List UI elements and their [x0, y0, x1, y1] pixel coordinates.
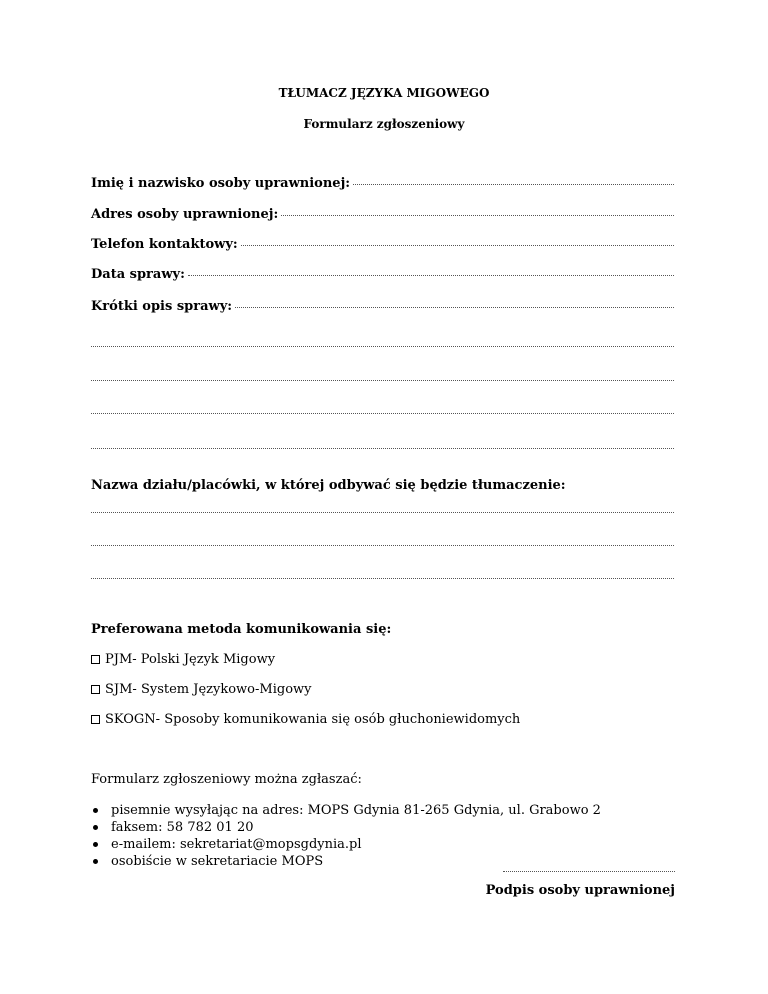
submission-item-in-person: osobiście w sekretariacie MOPS	[111, 854, 324, 869]
description-line-2[interactable]	[91, 380, 674, 381]
bullet-icon	[93, 842, 98, 847]
address-field-line[interactable]	[281, 215, 674, 216]
list-item	[91, 836, 601, 853]
date-field[interactable]	[91, 267, 674, 282]
submission-item-email: e-mailem: sekretariat@mopsgdynia.pl	[111, 837, 362, 852]
location-heading: Nazwa działu/placówki, w której odbywać się będzie tłumaczenie:	[91, 478, 566, 493]
date-field-line[interactable]	[188, 275, 674, 276]
option-pjm-label: PJM- Polski Język Migowy	[105, 652, 276, 667]
option-pjm[interactable]	[91, 652, 275, 667]
name-field-label: Imię i nazwisko osoby uprawnionej:	[91, 176, 351, 191]
description-field-label: Krótki opis sprawy:	[91, 299, 233, 314]
list-item	[91, 853, 601, 870]
location-line-3[interactable]	[91, 578, 674, 579]
submission-intro: Formularz zgłoszeniowy można zgłaszać:	[91, 772, 362, 787]
phone-field[interactable]	[91, 237, 674, 252]
option-sjm[interactable]	[91, 682, 312, 697]
phone-field-line[interactable]	[241, 245, 674, 246]
checkbox-icon[interactable]	[91, 685, 100, 694]
name-field[interactable]	[91, 176, 674, 191]
address-field-label: Adres osoby uprawnionej:	[91, 207, 279, 222]
list-item	[91, 819, 601, 836]
address-field[interactable]	[91, 207, 674, 222]
submission-list	[91, 802, 601, 870]
list-item	[91, 802, 601, 819]
name-field-line[interactable]	[353, 184, 674, 185]
document-subtitle: Formularz zgłoszeniowy	[303, 117, 465, 131]
option-sjm-label: SJM- System Językowo-Migowy	[105, 682, 312, 697]
bullet-icon	[93, 808, 98, 813]
option-skogn-label: SKOGN- Sposoby komunikowania się osób głuchoniewidomych	[105, 712, 521, 727]
document-title: TŁUMACZ JĘZYKA MIGOWEGO	[278, 86, 490, 100]
location-line-1[interactable]	[91, 512, 674, 513]
signature-line[interactable]	[503, 871, 675, 872]
submission-item-post: pisemnie wysyłając na adres: MOPS Gdynia 81-265 Gdynia, ul. Grabowo 2	[111, 803, 601, 818]
description-field[interactable]	[91, 299, 674, 314]
checkbox-icon[interactable]	[91, 715, 100, 724]
date-field-label: Data sprawy:	[91, 267, 185, 282]
phone-field-label: Telefon kontaktowy:	[91, 237, 238, 252]
signature-label: Podpis osoby uprawnionej	[485, 883, 675, 898]
bullet-icon	[93, 825, 98, 830]
communication-heading: Preferowana metoda komunikowania się:	[91, 622, 392, 637]
location-line-2[interactable]	[91, 545, 674, 546]
description-line-4[interactable]	[91, 448, 674, 449]
description-line-3[interactable]	[91, 413, 674, 414]
option-skogn[interactable]	[91, 712, 520, 727]
description-line-1[interactable]	[91, 346, 674, 347]
submission-item-fax: faksem: 58 782 01 20	[111, 820, 254, 835]
description-field-line[interactable]	[235, 307, 674, 308]
bullet-icon	[93, 859, 98, 864]
checkbox-icon[interactable]	[91, 655, 100, 664]
